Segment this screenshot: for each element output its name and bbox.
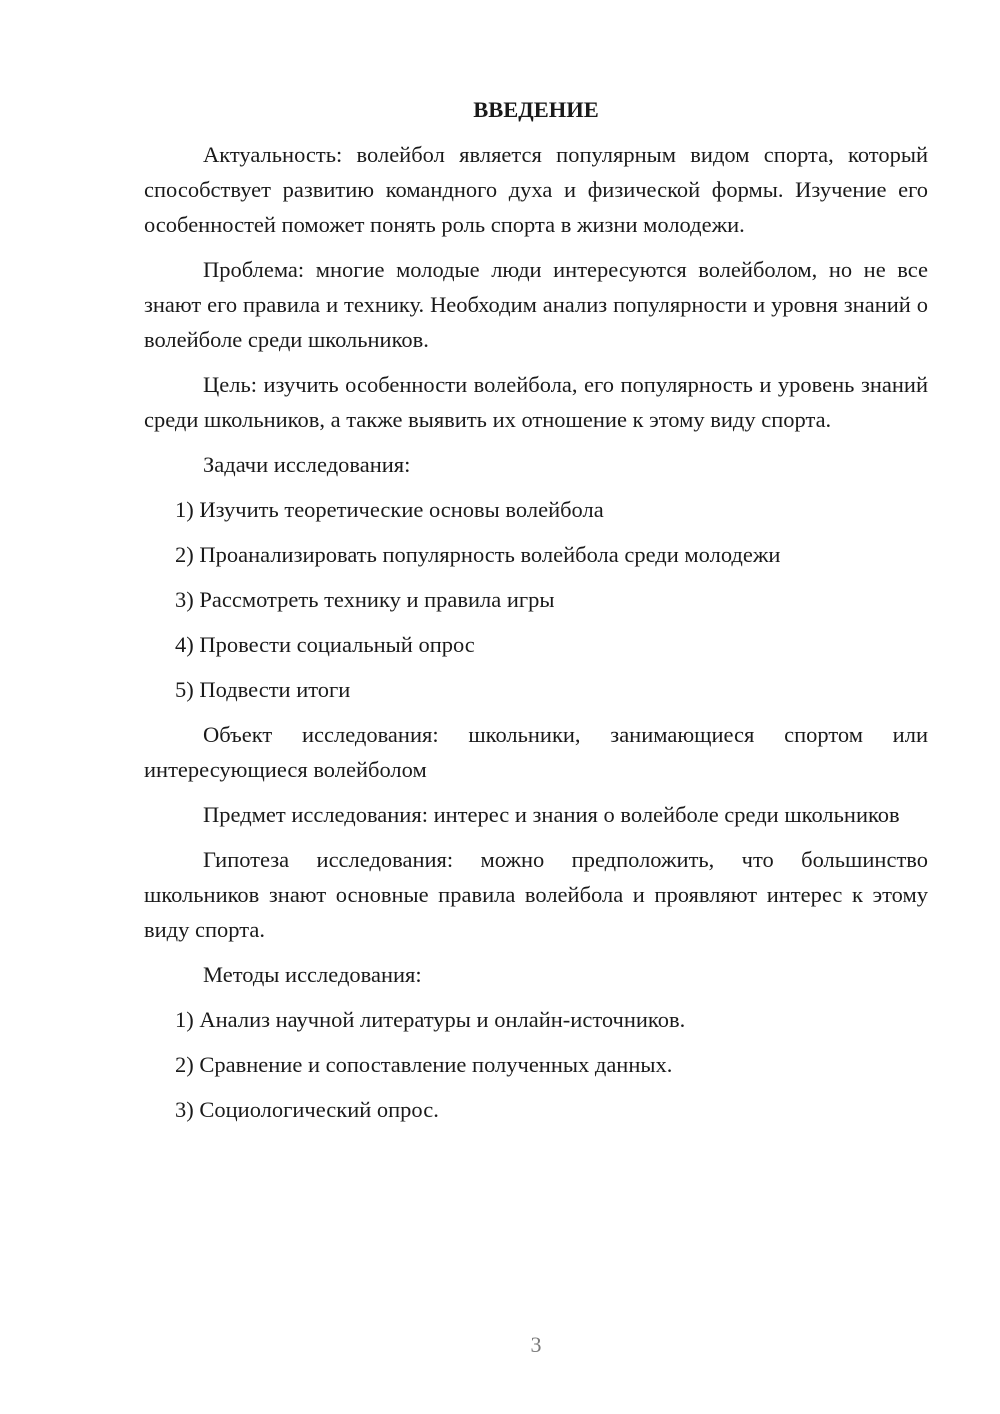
section-heading: ВВЕДЕНИЕ [473, 97, 599, 122]
problem-paragraph: Проблема: многие молодые люди интересуются волейболом, но не все знают его правила и технику. Необходим анализ популярности и уровня знаний о волейболе среди школьников. [144, 257, 928, 352]
document-body [144, 92, 928, 1137]
relevance-paragraph: Актуальность: волейбол является популярным видом спорта, который способствует развитию командного духа и физической формы. Изучение его особенностей поможет понять роль спорта в жизни молодежи. [144, 142, 928, 237]
method-item: 2) Сравнение и сопоставление полученных данных. [175, 1052, 673, 1077]
task-item: 4) Провести социальный опрос [175, 632, 475, 657]
subject-paragraph: Предмет исследования: интерес и знания о волейболе среди школьников [203, 802, 900, 827]
method-item: 3) Социологический опрос. [175, 1097, 439, 1122]
task-item: 3) Рассмотреть технику и правила игры [175, 587, 555, 612]
task-item: 2) Проанализировать популярность волейбола среди молодежи [175, 542, 781, 567]
methods-label: Методы исследования: [203, 962, 422, 987]
method-item: 1) Анализ научной литературы и онлайн-источников. [175, 1007, 686, 1032]
goal-paragraph: Цель: изучить особенности волейбола, его популярность и уровень знаний среди школьников, а также выявить их отношение к этому виду спорта. [144, 372, 928, 432]
task-item: 1) Изучить теоретические основы волейбола [175, 497, 604, 522]
task-item: 5) Подвести итоги [175, 677, 351, 702]
hypothesis-paragraph: Гипотеза исследования: можно предположить, что большинство школьников знают основные правила волейбола и проявляют интерес к этому виду спорта. [144, 847, 928, 942]
page-number: 3 [530, 1332, 542, 1357]
object-paragraph: Объект исследования: школьники, занимающиеся спортом или интересующиеся волейболом [144, 722, 928, 782]
tasks-label: Задачи исследования: [203, 452, 411, 477]
